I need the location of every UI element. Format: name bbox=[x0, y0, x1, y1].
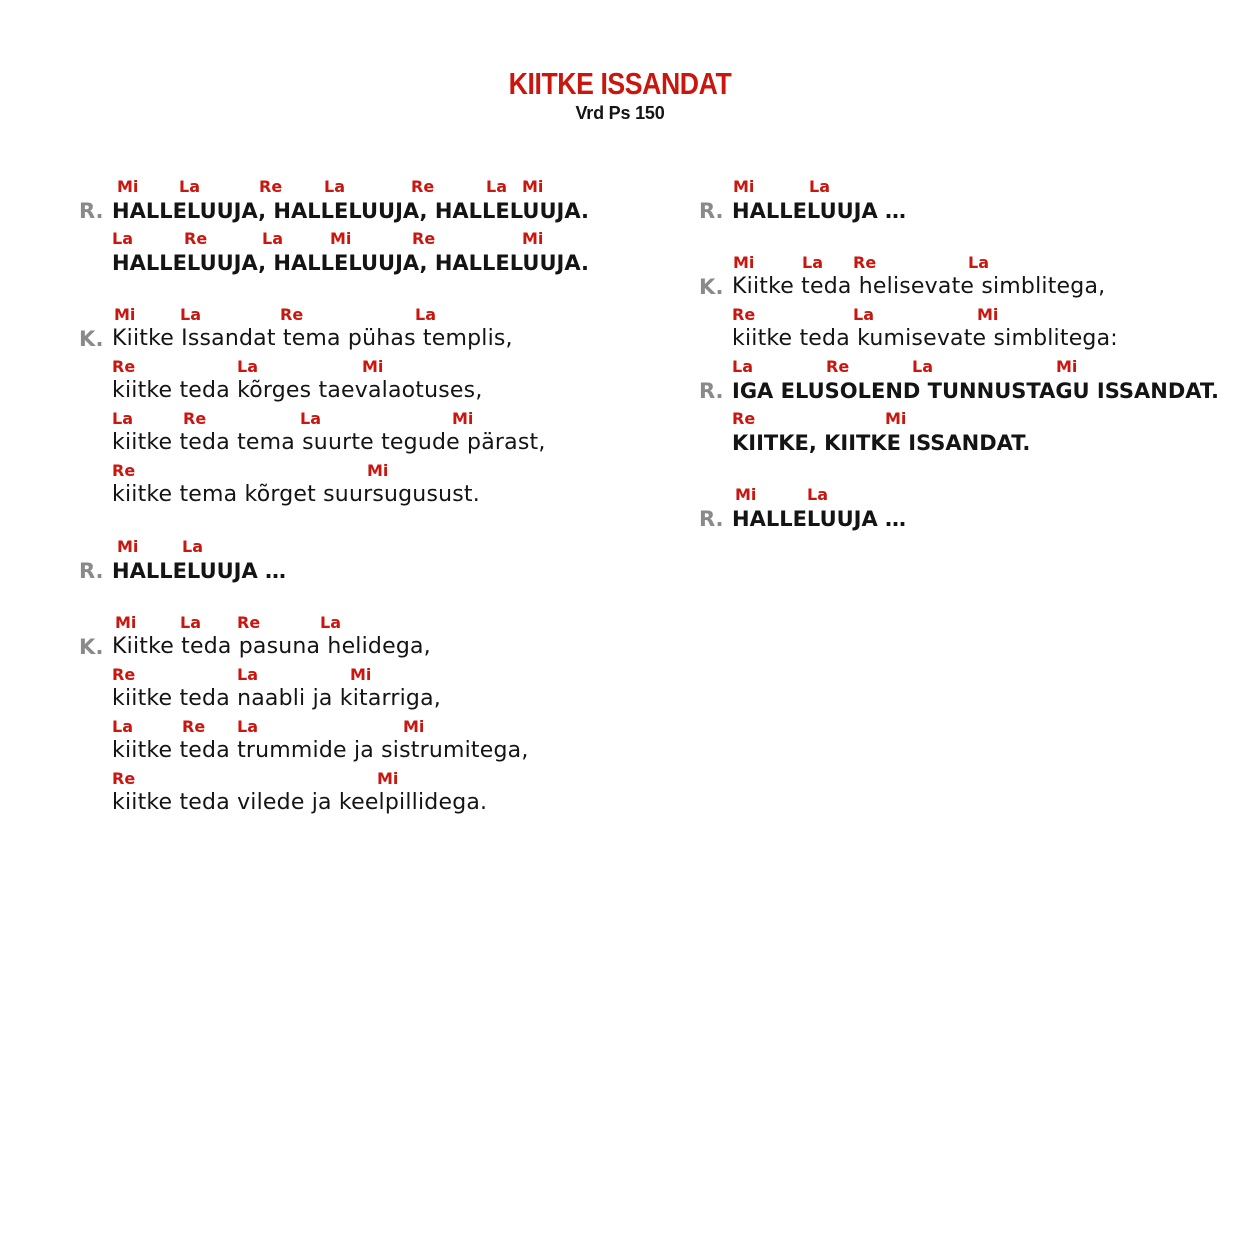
chord-label: La bbox=[237, 665, 258, 684]
lyric-text: Kiitke teda helisevate simblitega, bbox=[732, 274, 1106, 299]
chord-label: La bbox=[180, 613, 201, 632]
chord-line bbox=[112, 608, 612, 634]
stanza bbox=[79, 608, 612, 816]
lyric-line bbox=[79, 634, 612, 660]
chord-line bbox=[112, 224, 612, 250]
chord-line bbox=[112, 300, 612, 326]
left-column bbox=[79, 172, 612, 840]
chord-label: Re bbox=[112, 461, 136, 480]
lyric-line bbox=[112, 790, 612, 816]
lyric-line bbox=[699, 506, 1232, 532]
chord-label: Mi bbox=[452, 409, 474, 428]
chord-lyric-pair bbox=[112, 352, 612, 404]
chord-line bbox=[112, 532, 612, 558]
chord-label: Mi bbox=[117, 177, 139, 196]
chord-line bbox=[112, 712, 612, 738]
lyric-text: KIITKE, KIITKE ISSANDAT. bbox=[732, 431, 1031, 455]
stanza bbox=[699, 248, 1232, 456]
chord-label: La bbox=[486, 177, 507, 196]
lyric-text: HALLELUUJA, HALLELUUJA, HALLELUUJA. bbox=[112, 199, 589, 223]
lyric-text: Kiitke teda pasuna helidega, bbox=[112, 634, 431, 659]
chord-line bbox=[732, 404, 1232, 430]
stanza bbox=[699, 480, 1232, 532]
lyric-text: HALLELUUJA, HALLELUUJA, HALLELUUJA. bbox=[112, 251, 589, 275]
chord-label: Mi bbox=[117, 537, 139, 556]
chord-lyric-pair bbox=[112, 660, 612, 712]
chord-lyric-pair bbox=[79, 608, 612, 660]
lyric-text: IGA ELUSOLEND TUNNUSTAGU ISSANDAT. bbox=[732, 379, 1220, 403]
lyric-line bbox=[112, 378, 612, 404]
chord-line bbox=[112, 764, 612, 790]
verse-marker: K. bbox=[79, 327, 104, 351]
verse-marker: K. bbox=[79, 635, 104, 659]
chord-label: La bbox=[853, 305, 874, 324]
chord-label: La bbox=[112, 409, 133, 428]
lyric-line bbox=[79, 198, 612, 224]
chord-line bbox=[732, 480, 1232, 506]
chord-lyric-pair bbox=[79, 532, 612, 584]
lyric-line bbox=[112, 482, 612, 508]
chord-lyric-pair bbox=[112, 456, 612, 508]
chord-label: Re bbox=[412, 229, 436, 248]
chord-line bbox=[112, 660, 612, 686]
chord-label: La bbox=[180, 305, 201, 324]
chord-line bbox=[112, 352, 612, 378]
chord-label: Mi bbox=[403, 717, 425, 736]
chord-label: La bbox=[179, 177, 200, 196]
lyric-text: kiitke teda kumisevate simblitega: bbox=[732, 326, 1118, 351]
refrain-marker: R. bbox=[699, 379, 724, 403]
chord-line bbox=[112, 456, 612, 482]
chord-label: La bbox=[324, 177, 345, 196]
chord-label: Re bbox=[112, 357, 136, 376]
lyric-text: kiitke teda naabli ja kitarriga, bbox=[112, 686, 441, 711]
chord-label: La bbox=[112, 717, 133, 736]
chord-label: Mi bbox=[367, 461, 389, 480]
chord-label: La bbox=[732, 357, 753, 376]
lyric-text: kiitke teda trummide ja sistrumitega, bbox=[112, 738, 529, 763]
chord-line bbox=[112, 404, 612, 430]
right-column bbox=[699, 172, 1232, 556]
chord-label: La bbox=[807, 485, 828, 504]
chord-lyric-pair bbox=[79, 300, 612, 352]
chord-label: Mi bbox=[522, 229, 544, 248]
chord-label: Mi bbox=[733, 177, 755, 196]
lyric-line bbox=[699, 378, 1232, 404]
chord-label: Re bbox=[184, 229, 208, 248]
chord-line bbox=[732, 300, 1232, 326]
lyric-line bbox=[112, 738, 612, 764]
chord-line bbox=[112, 172, 612, 198]
chord-label: Re bbox=[182, 717, 206, 736]
lyric-text: kiitke teda tema suurte tegude pärast, bbox=[112, 430, 546, 455]
lyric-line bbox=[79, 558, 612, 584]
chord-label: Re bbox=[237, 613, 261, 632]
lyric-text: HALLELUUJA … bbox=[732, 507, 907, 531]
lyric-text: HALLELUUJA … bbox=[732, 199, 907, 223]
chord-label: Mi bbox=[522, 177, 544, 196]
chord-label: La bbox=[262, 229, 283, 248]
chord-label: La bbox=[802, 253, 823, 272]
refrain-marker: R. bbox=[79, 199, 104, 223]
chord-label: La bbox=[300, 409, 321, 428]
refrain-marker: R. bbox=[699, 507, 724, 531]
chord-label: La bbox=[320, 613, 341, 632]
verse-marker: K. bbox=[699, 275, 724, 299]
chord-label: Re bbox=[732, 305, 756, 324]
stanza bbox=[79, 532, 612, 584]
chord-label: Re bbox=[826, 357, 850, 376]
chord-label: Re bbox=[411, 177, 435, 196]
lyric-line bbox=[699, 198, 1232, 224]
chord-lyric-pair bbox=[699, 172, 1232, 224]
chord-label: Re bbox=[732, 409, 756, 428]
lyric-line bbox=[79, 326, 612, 352]
chord-label: Mi bbox=[977, 305, 999, 324]
chord-label: Mi bbox=[350, 665, 372, 684]
lyric-line bbox=[112, 686, 612, 712]
chord-label: La bbox=[182, 537, 203, 556]
stanza bbox=[79, 172, 612, 276]
chord-lyric-pair bbox=[732, 300, 1232, 352]
refrain-marker: R. bbox=[79, 559, 104, 583]
lyric-text: kiitke tema kõrget suursugusust. bbox=[112, 482, 480, 507]
chord-lyric-pair bbox=[112, 712, 612, 764]
chord-label: Mi bbox=[330, 229, 352, 248]
chord-label: La bbox=[237, 357, 258, 376]
lyric-line bbox=[699, 274, 1232, 300]
chord-label: Mi bbox=[735, 485, 757, 504]
chord-label: La bbox=[415, 305, 436, 324]
lyric-text: kiitke teda kõrges taevalaotuses, bbox=[112, 378, 483, 403]
chord-lyric-pair bbox=[732, 404, 1232, 456]
chord-label: Mi bbox=[362, 357, 384, 376]
lyric-line bbox=[112, 250, 612, 276]
lyric-line bbox=[112, 430, 612, 456]
chord-label: Mi bbox=[377, 769, 399, 788]
chord-label: La bbox=[809, 177, 830, 196]
lyric-text: Kiitke Issandat tema pühas templis, bbox=[112, 326, 513, 351]
lyric-text: kiitke teda vilede ja keelpillidega. bbox=[112, 790, 488, 815]
chord-label: La bbox=[912, 357, 933, 376]
refrain-marker: R. bbox=[699, 199, 724, 223]
stanza bbox=[79, 300, 612, 508]
chord-label: Re bbox=[853, 253, 877, 272]
song-title: KIITKE ISSANDAT bbox=[508, 66, 732, 101]
chord-label: Re bbox=[112, 665, 136, 684]
chord-lyric-pair bbox=[79, 172, 612, 224]
chord-lyric-pair bbox=[112, 404, 612, 456]
chord-label: Re bbox=[259, 177, 283, 196]
lyric-text: HALLELUUJA … bbox=[112, 559, 287, 583]
chord-lyric-pair bbox=[699, 480, 1232, 532]
chord-label: Mi bbox=[1056, 357, 1078, 376]
chord-lyric-pair bbox=[112, 224, 612, 276]
chord-label: La bbox=[237, 717, 258, 736]
stanza bbox=[699, 172, 1232, 224]
chord-label: Re bbox=[183, 409, 207, 428]
chord-line bbox=[732, 172, 1232, 198]
chord-line bbox=[732, 248, 1232, 274]
chord-label: Re bbox=[280, 305, 304, 324]
lyric-line bbox=[732, 326, 1232, 352]
chord-label: La bbox=[112, 229, 133, 248]
chord-label: La bbox=[968, 253, 989, 272]
chord-label: Mi bbox=[885, 409, 907, 428]
song-subtitle: Vrd Ps 150 bbox=[575, 103, 665, 123]
chord-lyric-pair bbox=[112, 764, 612, 816]
chord-label: Mi bbox=[115, 613, 137, 632]
chord-label: Mi bbox=[114, 305, 136, 324]
chord-lyric-pair bbox=[699, 352, 1232, 404]
lyric-line bbox=[732, 430, 1232, 456]
chord-lyric-pair bbox=[699, 248, 1232, 300]
chord-label: Re bbox=[112, 769, 136, 788]
chord-line bbox=[732, 352, 1232, 378]
chord-label: Mi bbox=[733, 253, 755, 272]
